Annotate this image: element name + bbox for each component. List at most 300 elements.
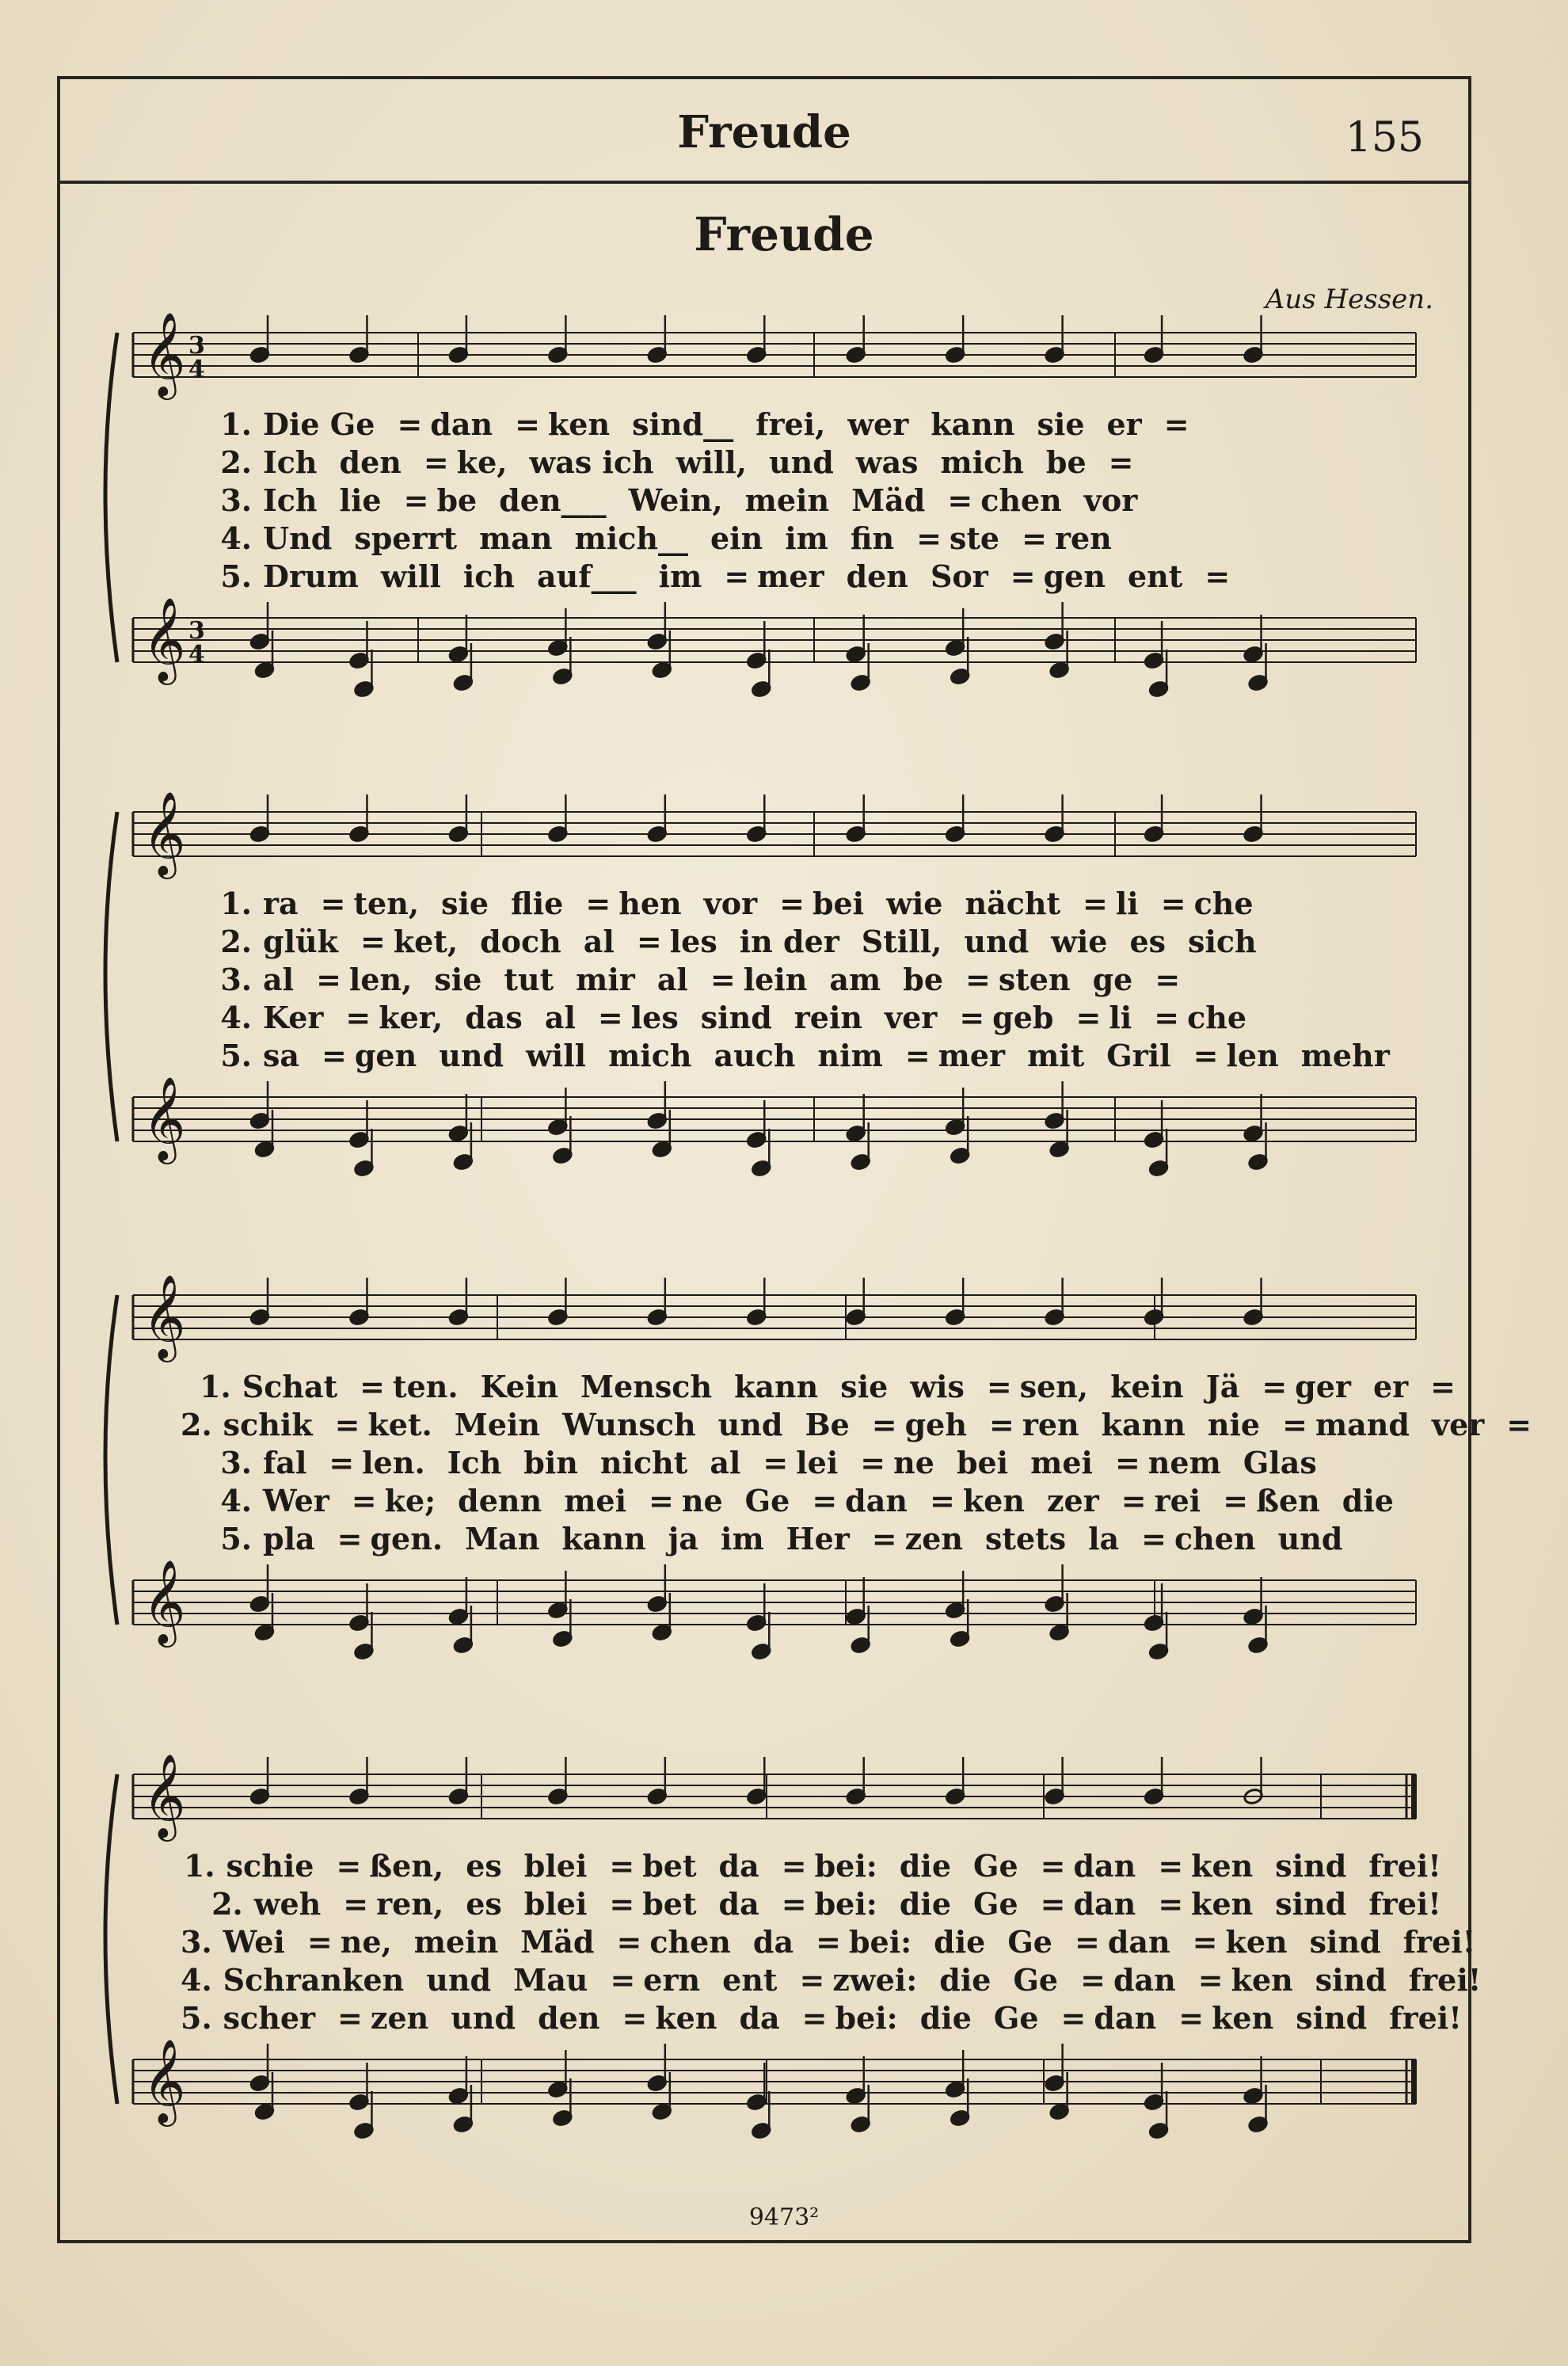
lyric-syllable: zwei: <box>832 1962 918 1998</box>
lyric-syllable: bei: <box>835 2000 898 2036</box>
lyric-syllable: al <box>710 1445 741 1480</box>
lyric-syllable: Sor <box>930 558 988 594</box>
system-brace <box>105 1295 117 1625</box>
lyric-syllable: die <box>934 1924 986 1960</box>
lyric-syllable: = <box>947 482 973 518</box>
lyric-syllable: stets <box>985 1521 1067 1556</box>
verse-number: 3. <box>220 1445 252 1480</box>
melody-note <box>1243 1757 1263 1805</box>
accompaniment-note <box>647 602 668 650</box>
final-barline <box>1411 2059 1417 2104</box>
page-number: 155 <box>1345 114 1424 162</box>
lyric-syllable: = <box>1155 962 1181 997</box>
music-system-4 <box>86 1743 1482 2186</box>
lyric-syllable: = <box>1080 1962 1106 1998</box>
lyric-syllable: lei <box>796 1445 839 1480</box>
lyric-syllable: bei: <box>814 1886 877 1922</box>
lyric-line <box>181 885 1463 923</box>
lyric-syllable: die <box>919 2000 972 2036</box>
lyric-line <box>181 961 1463 999</box>
accompaniment-staff <box>133 1097 1416 1141</box>
melody-note <box>846 1278 866 1326</box>
system-brace <box>105 812 117 1141</box>
lyric-syllable: ger <box>1295 1369 1351 1404</box>
lyric-syllable: = <box>609 1886 635 1922</box>
melody-note <box>249 1757 270 1805</box>
lyric-syllable: sind <box>1275 1886 1347 1922</box>
lyric-syllable: mei <box>564 1483 627 1518</box>
lyric-syllable: = <box>1083 886 1108 921</box>
lyric-syllable: geb <box>992 1000 1054 1035</box>
lyric-syllable: dan <box>1073 1886 1136 1922</box>
lyric-syllable: = <box>1282 1407 1307 1442</box>
melody-note <box>547 1278 568 1326</box>
melody-note <box>1045 1278 1065 1326</box>
lyric-line <box>181 1961 1482 1999</box>
lyric-syllable: = <box>423 444 449 480</box>
lyric-syllable: = <box>781 1886 807 1922</box>
lyric-syllable: ten, <box>353 886 420 921</box>
lyric-syllable: ket. <box>367 1407 432 1442</box>
lyric-syllable: man <box>479 520 553 556</box>
lyric-syllable: ke; <box>384 1483 436 1518</box>
melody-note <box>348 1757 369 1805</box>
lyric-syllable: im <box>658 558 702 594</box>
lyric-syllable: = <box>801 2000 828 2036</box>
lyric-syllable: Man <box>465 1521 540 1556</box>
accompaniment-note <box>647 1564 668 1613</box>
lyric-syllable: das <box>465 1000 523 1035</box>
lyric-syllable: nächt <box>965 886 1061 921</box>
lyric-syllable: len <box>1226 1038 1279 1073</box>
melody-note <box>249 794 270 843</box>
melody-note <box>746 1757 767 1805</box>
lyric-syllable: gen. <box>370 1521 443 1556</box>
lyric-syllable: Wein, <box>628 482 723 518</box>
lyric-syllable: mich__ <box>574 520 688 556</box>
verse-number: 4. <box>220 520 252 556</box>
accompaniment-note <box>1243 615 1263 663</box>
lyric-syllable: ver <box>1431 1407 1485 1442</box>
lyric-syllable: = <box>337 2000 363 2036</box>
lyric-syllable: auch <box>714 1038 796 1073</box>
lyric-syllable: da <box>752 1924 794 1960</box>
lyric-syllable: Schranken <box>223 1962 405 1998</box>
lyric-syllable: = <box>1108 444 1134 480</box>
lyric-syllable: Ge <box>993 2000 1039 2036</box>
lyric-syllable: lie <box>339 482 382 518</box>
lyric-syllable: Wer <box>263 1483 329 1518</box>
lyric-syllable: schik <box>223 1407 313 1442</box>
lyric-syllable: ren <box>1022 1407 1079 1442</box>
treble-clef-icon: 𝄞 <box>143 1274 186 1358</box>
lyric-syllable: ver <box>885 1000 938 1035</box>
lyric-syllable: = <box>316 962 341 997</box>
verse-number: 4. <box>220 1000 252 1035</box>
melody-note <box>448 1757 469 1805</box>
lyric-syllable: Schat <box>242 1369 338 1404</box>
melody-note <box>846 315 866 364</box>
lyric-syllable: li <box>1109 1000 1132 1035</box>
lyric-syllable: was <box>855 444 919 480</box>
lyric-syllable: = <box>710 962 736 997</box>
lyric-syllable: frei, <box>755 406 826 442</box>
verse-number: 3. <box>181 1924 212 1960</box>
lyric-syllable: = <box>1262 1369 1288 1404</box>
accompaniment-note <box>547 1088 568 1136</box>
lyric-syllable: = <box>351 1483 377 1518</box>
lyric-syllable: den <box>538 2000 600 2036</box>
accompaniment-note <box>448 1577 469 1625</box>
lyric-syllable: ken <box>1231 1962 1293 1998</box>
lyric-line <box>181 1847 1463 1885</box>
lyric-syllable: frei! <box>1368 1886 1441 1922</box>
lyric-syllable: will, <box>676 444 747 480</box>
treble-clef-icon: 𝄞 <box>143 791 186 875</box>
lyric-syllable: = <box>610 1962 636 1998</box>
lyric-syllable: hen <box>618 886 682 921</box>
lyric-syllable: ein <box>710 520 763 556</box>
lyric-syllable: = <box>337 1521 363 1556</box>
melody-note <box>846 794 866 843</box>
lyric-syllable: bin <box>523 1445 578 1480</box>
lyric-line <box>181 1520 1463 1558</box>
lyric-syllable: ken <box>547 406 611 442</box>
lyric-syllable: al <box>544 1000 576 1035</box>
lyric-syllable: = <box>1178 2000 1205 2036</box>
melody-note <box>647 1757 668 1805</box>
lyric-syllable: ra <box>263 886 299 921</box>
accompaniment-note <box>249 1564 270 1613</box>
accompaniment-note <box>945 1571 965 1619</box>
system-brace <box>105 333 117 662</box>
lyric-syllable: les <box>630 1000 679 1035</box>
lyric-syllable: zen <box>370 2000 429 2036</box>
lyric-syllable: pla <box>263 1521 315 1556</box>
time-signature: 4 <box>188 356 205 383</box>
lyric-syllable: da <box>718 1886 759 1922</box>
lyric-syllable: = <box>724 558 750 594</box>
lyric-syllable: nim <box>817 1038 883 1073</box>
accompaniment-note <box>1045 1081 1065 1130</box>
lyric-syllable: = <box>649 1483 674 1518</box>
lyric-syllable: = <box>779 886 805 921</box>
lyric-syllable: wie <box>886 886 943 921</box>
lyric-syllable: al <box>657 962 688 997</box>
lyric-syllable: = <box>916 520 942 556</box>
lyric-syllable: zer <box>1046 1483 1099 1518</box>
melody-note <box>448 794 469 843</box>
lyric-syllable: lein <box>743 962 808 997</box>
accompaniment-note <box>647 2044 668 2092</box>
lyric-syllable: = <box>397 406 423 442</box>
lyric-syllable: = <box>1163 406 1189 442</box>
verse-number: 5. <box>181 2000 212 2036</box>
lyric-line <box>181 1444 1463 1482</box>
lyric-syllable: Her <box>786 1521 850 1556</box>
lyric-syllable: ket, <box>393 924 459 959</box>
lyric-syllable: bei <box>812 886 865 921</box>
lyric-syllable: nicht <box>599 1445 688 1480</box>
lyric-syllable: la <box>1088 1521 1120 1556</box>
lyric-syllable: Ge <box>744 1483 790 1518</box>
lyric-syllable: = <box>904 1038 931 1073</box>
lyric-syllable: und <box>439 1038 504 1073</box>
lyric-syllable: = <box>515 406 540 442</box>
lyric-syllable: scher <box>223 2000 316 2036</box>
lyric-syllable: al <box>263 962 295 997</box>
lyric-syllable: ßen, <box>369 1848 444 1884</box>
melody-note <box>945 315 965 364</box>
lyric-syllable: geh <box>904 1407 967 1442</box>
lyric-syllable: che <box>1187 1000 1247 1035</box>
lyric-syllable: ßen <box>1256 1483 1320 1518</box>
lyric-syllable: = <box>334 1407 360 1442</box>
lyric-syllable: den <box>846 558 908 594</box>
lyric-syllable: = <box>1223 1483 1249 1518</box>
lyric-syllable: mich <box>608 1038 692 1073</box>
lyric-syllable: und <box>768 444 834 480</box>
verse-number: 1. <box>220 886 252 921</box>
lyric-syllable: ren, <box>376 1886 444 1922</box>
verse-number: 3. <box>220 962 252 997</box>
lyric-line <box>181 1368 1463 1406</box>
lyric-syllable: Ge <box>973 1848 1018 1884</box>
lyric-syllable: flie <box>511 886 564 921</box>
melody-note <box>647 794 668 843</box>
lyric-syllable: die <box>899 1848 951 1884</box>
accompaniment-note <box>249 602 270 650</box>
lyric-syllable: = <box>1154 1000 1180 1035</box>
melody-note <box>348 315 369 364</box>
accompaniment-note <box>647 1081 668 1130</box>
lyric-syllable: = <box>871 1407 897 1442</box>
lyric-syllable: ken <box>1191 1848 1254 1884</box>
verse-number: 1. <box>220 406 252 442</box>
melody-staff <box>133 333 1416 377</box>
lyric-syllable: = <box>929 1483 955 1518</box>
lyric-syllable: = <box>1160 886 1186 921</box>
lyric-syllable: = <box>1010 558 1036 594</box>
lyric-syllable: ern <box>643 1962 701 1998</box>
system-brace <box>105 1774 117 2104</box>
lyric-syllable: = <box>1075 1924 1100 1960</box>
lyric-syllable: sie <box>840 1369 889 1404</box>
melody-note <box>448 1278 469 1326</box>
melody-note <box>945 1278 965 1326</box>
lyric-syllable: mir <box>576 962 635 997</box>
plate-number: 9473² <box>748 2204 820 2231</box>
lyric-syllable: ja <box>668 1521 699 1556</box>
lyric-syllable: es <box>466 1848 502 1884</box>
song-title: Freude <box>694 208 874 261</box>
lyric-syllable: dan <box>1113 1962 1176 1998</box>
lyric-syllable: = <box>781 1848 807 1884</box>
lyric-syllable: ten. <box>393 1369 459 1404</box>
lyric-syllable: da <box>718 1848 759 1884</box>
lyric-syllable: sperrt <box>354 520 458 556</box>
lyric-syllable: li <box>1115 886 1139 921</box>
lyric-syllable: kein <box>1110 1369 1184 1404</box>
lyric-syllable: = <box>1193 1038 1219 1073</box>
lyric-syllable: ken <box>1191 1886 1254 1922</box>
accompaniment-note <box>547 608 568 657</box>
lyric-syllable: Wunsch <box>562 1407 696 1442</box>
accompaniment-note <box>1045 602 1065 650</box>
lyric-syllable: = <box>1158 1886 1184 1922</box>
melody-note <box>1243 794 1263 843</box>
lyric-syllable: da <box>739 2000 780 2036</box>
melody-note <box>348 1278 369 1326</box>
melody-note <box>945 794 965 843</box>
music-system-1 <box>86 301 1432 745</box>
lyric-syllable: al <box>583 924 615 959</box>
lyric-line <box>181 923 1463 961</box>
melody-note <box>547 1757 568 1805</box>
melody-note <box>1045 794 1065 843</box>
lyric-syllable: in der <box>739 924 839 959</box>
lyric-syllable: mer <box>757 558 824 594</box>
accompaniment-note <box>846 1577 866 1625</box>
melody-note <box>1045 315 1065 364</box>
lyric-syllable: Ge <box>1013 1962 1059 1998</box>
lyric-syllable: es <box>466 1886 502 1922</box>
accompaniment-note <box>448 1094 469 1142</box>
accompaniment-note <box>1045 1564 1065 1613</box>
lyric-syllable: = <box>1040 1886 1066 1922</box>
lyric-syllable: die <box>1342 1483 1394 1518</box>
accompaniment-staff <box>133 1580 1416 1625</box>
verse-number: 2. <box>220 444 252 480</box>
verse-number: 1. <box>183 1848 215 1884</box>
lyric-line <box>181 1482 1463 1520</box>
music-system-2 <box>86 780 1432 1224</box>
lyric-syllable: = <box>345 1000 371 1035</box>
lyric-syllable: = <box>616 1924 642 1960</box>
accompaniment-note <box>846 615 866 663</box>
verse-number: 4. <box>220 1483 252 1518</box>
lyric-syllable: kann <box>734 1369 819 1404</box>
verse-number: 1. <box>200 1369 231 1404</box>
lyric-syllable: Ich <box>263 482 318 518</box>
lyric-syllable: denn <box>458 1483 542 1518</box>
accompaniment-note <box>1243 2056 1263 2105</box>
lyric-syllable: = <box>1205 558 1231 594</box>
lyric-syllable: = <box>1192 1924 1218 1960</box>
lyrics-block <box>181 885 1463 1075</box>
lyric-syllable: chen <box>1174 1521 1256 1556</box>
lyric-syllable: im <box>721 1521 764 1556</box>
lyric-syllable: len. <box>362 1445 425 1480</box>
lyric-syllable: ken <box>655 2000 717 2036</box>
lyric-syllable: Die Ge <box>263 406 375 442</box>
accompaniment-note <box>547 1571 568 1619</box>
lyric-line <box>181 1037 1463 1075</box>
lyric-syllable: = <box>1114 1445 1140 1480</box>
lyric-syllable: schie <box>226 1848 314 1884</box>
lyric-syllable: = <box>1040 1848 1066 1884</box>
lyric-syllable: sie <box>1037 406 1085 442</box>
lyric-syllable: wer <box>847 406 909 442</box>
lyric-syllable: = <box>322 1038 347 1073</box>
lyric-syllable: bei: <box>814 1848 877 1884</box>
melody-note <box>647 1278 668 1326</box>
lyric-syllable: Jä <box>1205 1369 1240 1404</box>
lyric-syllable: sich <box>1188 924 1257 959</box>
lyric-line <box>181 999 1463 1037</box>
lyric-syllable: = <box>860 1445 886 1480</box>
accompaniment-note <box>448 615 469 663</box>
lyric-syllable: les <box>669 924 717 959</box>
lyric-syllable: Mensch <box>580 1369 713 1404</box>
lyric-syllable: = <box>812 1483 838 1518</box>
time-signature: 4 <box>188 641 205 669</box>
lyric-syllable: Mäd <box>520 1924 595 1960</box>
lyric-syllable: er <box>1372 1369 1409 1404</box>
melody-note <box>547 315 568 364</box>
lyric-syllable: = <box>1141 1521 1166 1556</box>
lyric-syllable: dan <box>845 1483 908 1518</box>
lyric-syllable: doch <box>480 924 561 959</box>
lyric-syllable: ken <box>1212 2000 1274 2036</box>
lyric-line <box>181 1406 1532 1444</box>
accompaniment-note <box>945 1088 965 1136</box>
lyric-syllable: gen <box>1043 558 1106 594</box>
lyric-syllable: = <box>1060 2000 1087 2036</box>
lyric-syllable: = <box>799 1962 825 1998</box>
lyric-syllable: be <box>903 962 943 997</box>
lyric-syllable: Drum <box>263 558 359 594</box>
lyric-syllable: und <box>717 1407 783 1442</box>
lyric-syllable: mich <box>940 444 1024 480</box>
lyric-syllable: den___ <box>499 482 607 518</box>
lyric-syllable: ent <box>1127 558 1183 594</box>
lyric-syllable: = <box>1197 1962 1224 1998</box>
running-header <box>57 76 1471 184</box>
verse-number: 5. <box>220 1038 252 1073</box>
accompaniment-staff <box>133 618 1416 662</box>
lyric-syllable: Ich <box>447 1445 502 1480</box>
lyric-syllable: Mau <box>513 1962 588 1998</box>
verse-number: 2. <box>220 924 252 959</box>
lyric-syllable: be <box>436 482 478 518</box>
lyric-syllable: rein <box>794 1000 863 1035</box>
melody-note <box>945 1757 965 1805</box>
lyric-syllable: zen <box>904 1521 964 1556</box>
lyric-syllable: ken <box>962 1483 1025 1518</box>
melody-note <box>746 315 767 364</box>
accompaniment-note <box>945 608 965 657</box>
lyric-syllable: und <box>426 1962 492 1998</box>
lyric-syllable: kann <box>931 406 1015 442</box>
lyric-syllable: es <box>1129 924 1166 959</box>
lyric-syllable: = <box>763 1445 789 1480</box>
accompaniment-staff <box>133 2059 1416 2104</box>
lyric-syllable: kann <box>1101 1407 1186 1442</box>
melody-note <box>1144 1757 1164 1805</box>
verse-number: 3. <box>220 482 252 518</box>
melody-note <box>846 1757 866 1805</box>
lyric-line <box>181 558 1463 596</box>
lyric-syllable: und <box>1277 1521 1343 1556</box>
melody-staff <box>133 812 1416 856</box>
lyric-syllable: sind <box>700 1000 772 1035</box>
lyric-line <box>181 1999 1463 2037</box>
lyric-syllable: = <box>1506 1407 1532 1442</box>
lyric-syllable: den <box>339 444 402 480</box>
lyric-syllable: = <box>609 1848 635 1884</box>
lyric-syllable: Gril <box>1106 1038 1171 1073</box>
